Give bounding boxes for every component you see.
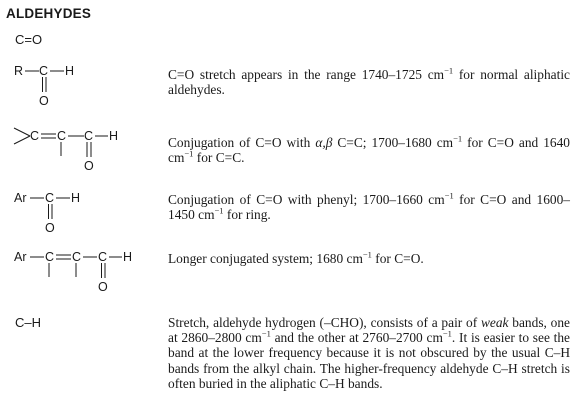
structure-aryl-aldehyde xyxy=(10,188,120,234)
atom-carbon: C xyxy=(39,64,49,78)
description-text: for C=C. xyxy=(193,150,245,166)
description-aryl xyxy=(168,192,570,222)
unit-exponent: −1 xyxy=(453,133,463,144)
functional-group-label: C=O xyxy=(15,32,43,47)
description-aliphatic xyxy=(168,67,570,97)
unit-exponent: −1 xyxy=(214,205,224,216)
description-text: bands, one at 2860–2800 cm xyxy=(168,315,570,346)
section-heading: ALDEHYDES xyxy=(6,6,92,21)
atom-r: R xyxy=(14,64,24,78)
atom-ar: Ar xyxy=(14,191,27,205)
atom-oxygen: O xyxy=(39,94,49,108)
description-text: C=O stretch appears in the range 1740–1725 cm xyxy=(168,67,445,82)
structure-ch-label xyxy=(15,315,41,330)
description-aldehyde-ch-stretch xyxy=(168,315,570,391)
emphasis-text: weak xyxy=(480,315,509,330)
atom-oxygen: O xyxy=(98,280,108,294)
description-extended-conjugation xyxy=(168,251,570,266)
atom-oxygen: O xyxy=(45,221,55,235)
structure-aliphatic-aldehyde xyxy=(10,62,120,108)
ch-label: C–H xyxy=(15,315,42,330)
description-text: Conjugation of C=O with xyxy=(168,135,316,150)
atom-carbon-beta: C xyxy=(30,129,40,143)
atom-ar: Ar xyxy=(14,250,27,264)
unit-exponent: −1 xyxy=(444,190,454,201)
atom-oxygen: O xyxy=(84,159,94,173)
atom-carbon-1: C xyxy=(45,250,55,264)
emphasis-text: α,β xyxy=(315,135,333,150)
atom-carbon-alpha: C xyxy=(57,129,67,143)
description-text: Longer conjugated system; 1680 cm xyxy=(168,251,363,266)
structure-extended-conjugation xyxy=(10,247,150,295)
atom-h: H xyxy=(71,191,81,205)
description-text: Stretch, aldehyde hydrogen (–CHO), consists of a pair of xyxy=(168,315,481,330)
atom-h: H xyxy=(65,64,75,78)
description-text: and the other at 2760–2700 cm xyxy=(270,330,443,346)
unit-exponent: −1 xyxy=(444,65,454,76)
atom-carbon-carbonyl: C xyxy=(84,129,94,143)
description-text: Conjugation of C=O with phenyl; 1700–1660 cm xyxy=(168,192,445,207)
atom-carbon-carbonyl: C xyxy=(98,250,108,264)
unit-exponent: −1 xyxy=(261,328,271,339)
structure-conjugated-cc xyxy=(10,122,140,172)
description-text: . It is easier to see the band at the lower frequency because it is not obscured by the usual C–H bands from the alkyl chain. The higher-frequency aldehyde C–H stretch is often buried in the aliphatic C–H bands. xyxy=(168,330,571,391)
atom-carbon: C xyxy=(45,191,55,205)
atom-h: H xyxy=(109,129,119,143)
description-text: for ring. xyxy=(223,207,271,223)
unit-exponent: −1 xyxy=(362,249,372,260)
unit-exponent: −1 xyxy=(184,148,194,159)
description-text: for C=O and 1640 cm xyxy=(168,135,570,166)
atom-carbon-2: C xyxy=(72,250,82,264)
atom-h: H xyxy=(123,250,133,264)
description-text: C=C; 1700–1680 cm xyxy=(332,135,454,150)
description-text: for C=O. xyxy=(371,251,424,266)
unit-exponent: −1 xyxy=(442,328,452,339)
description-conjugated-cc xyxy=(168,135,570,165)
description-text: for normal aliphatic aldehydes. xyxy=(168,67,570,98)
description-text: for C=O and 1600–1450 cm xyxy=(168,192,570,223)
